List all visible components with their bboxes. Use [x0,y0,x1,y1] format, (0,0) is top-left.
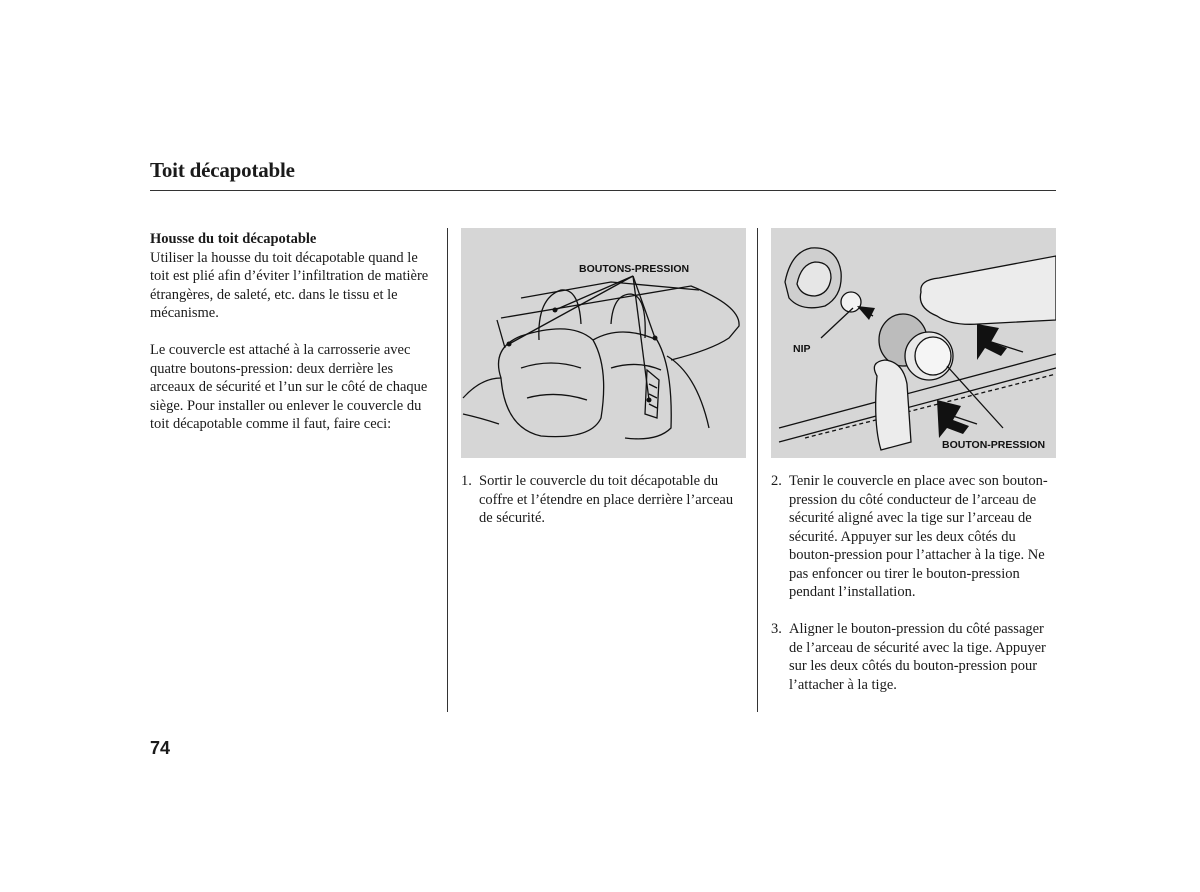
intro-section [150,230,435,434]
figure-snap-button [771,228,1056,458]
step-3-number: 3. [771,621,782,637]
step-3 [771,620,1055,694]
figure-seats [461,228,746,458]
callout-nip: NIP [793,343,811,355]
step-2-number: 2. [771,473,782,489]
page-number: 74 [150,738,171,758]
intro-paragraph-1: Utiliser la housse du toit décapotable quand le toit est plié afin d’éviter l’infiltration de matière étrangères, de saleté, etc. dans le tissu et le mécanisme. [150,249,429,321]
page-title: Toit décapotable [150,158,295,182]
step-1-text: Sortir le couvercle du toit décapotable du coffre et l’étendre en place derrière l’arceau de sécurité. [479,473,734,526]
section-heading: Housse du toit décapotable [150,231,317,247]
snap-button-illustration [771,228,1056,458]
step-2-text: Tenir le couvercle en place avec son bouton-pression du côté conducteur de l’arceau de sécurité aligné avec la tige sur l’arceau de sécurité. Appuyer sur les deux côtés du bouton-pression pour l’attacher à la tige. Ne pas enfoncer ou tirer le bouton-pression pendant l’installation. [789,473,1048,600]
step-1 [461,472,749,528]
step-3-text: Aligner le bouton-pression du côté passager de l’arceau de sécurité avec la tige. Appuyer sur les deux côtés du bouton-pression pour l’attacher à la tige. [789,621,1046,693]
convertible-seats-illustration [461,228,746,458]
callout-boutons-pression: BOUTONS-PRESSION [579,263,690,275]
title-divider [150,190,1056,191]
callout-bouton-pression: BOUTON-PRESSION [942,439,1046,451]
column-divider-right [757,228,758,712]
step-2 [771,472,1055,602]
step-1-number: 1. [461,473,472,489]
intro-paragraph-2: Le couvercle est attaché à la carrosserie avec quatre boutons-pression: deux derrière les arceaux de sécurité et l’un sur le côté de chaque siège. Pour installer ou enlever le couvercle du toit décapotable comme il faut, faire ceci: [150,342,428,432]
column-divider-left [447,228,448,712]
